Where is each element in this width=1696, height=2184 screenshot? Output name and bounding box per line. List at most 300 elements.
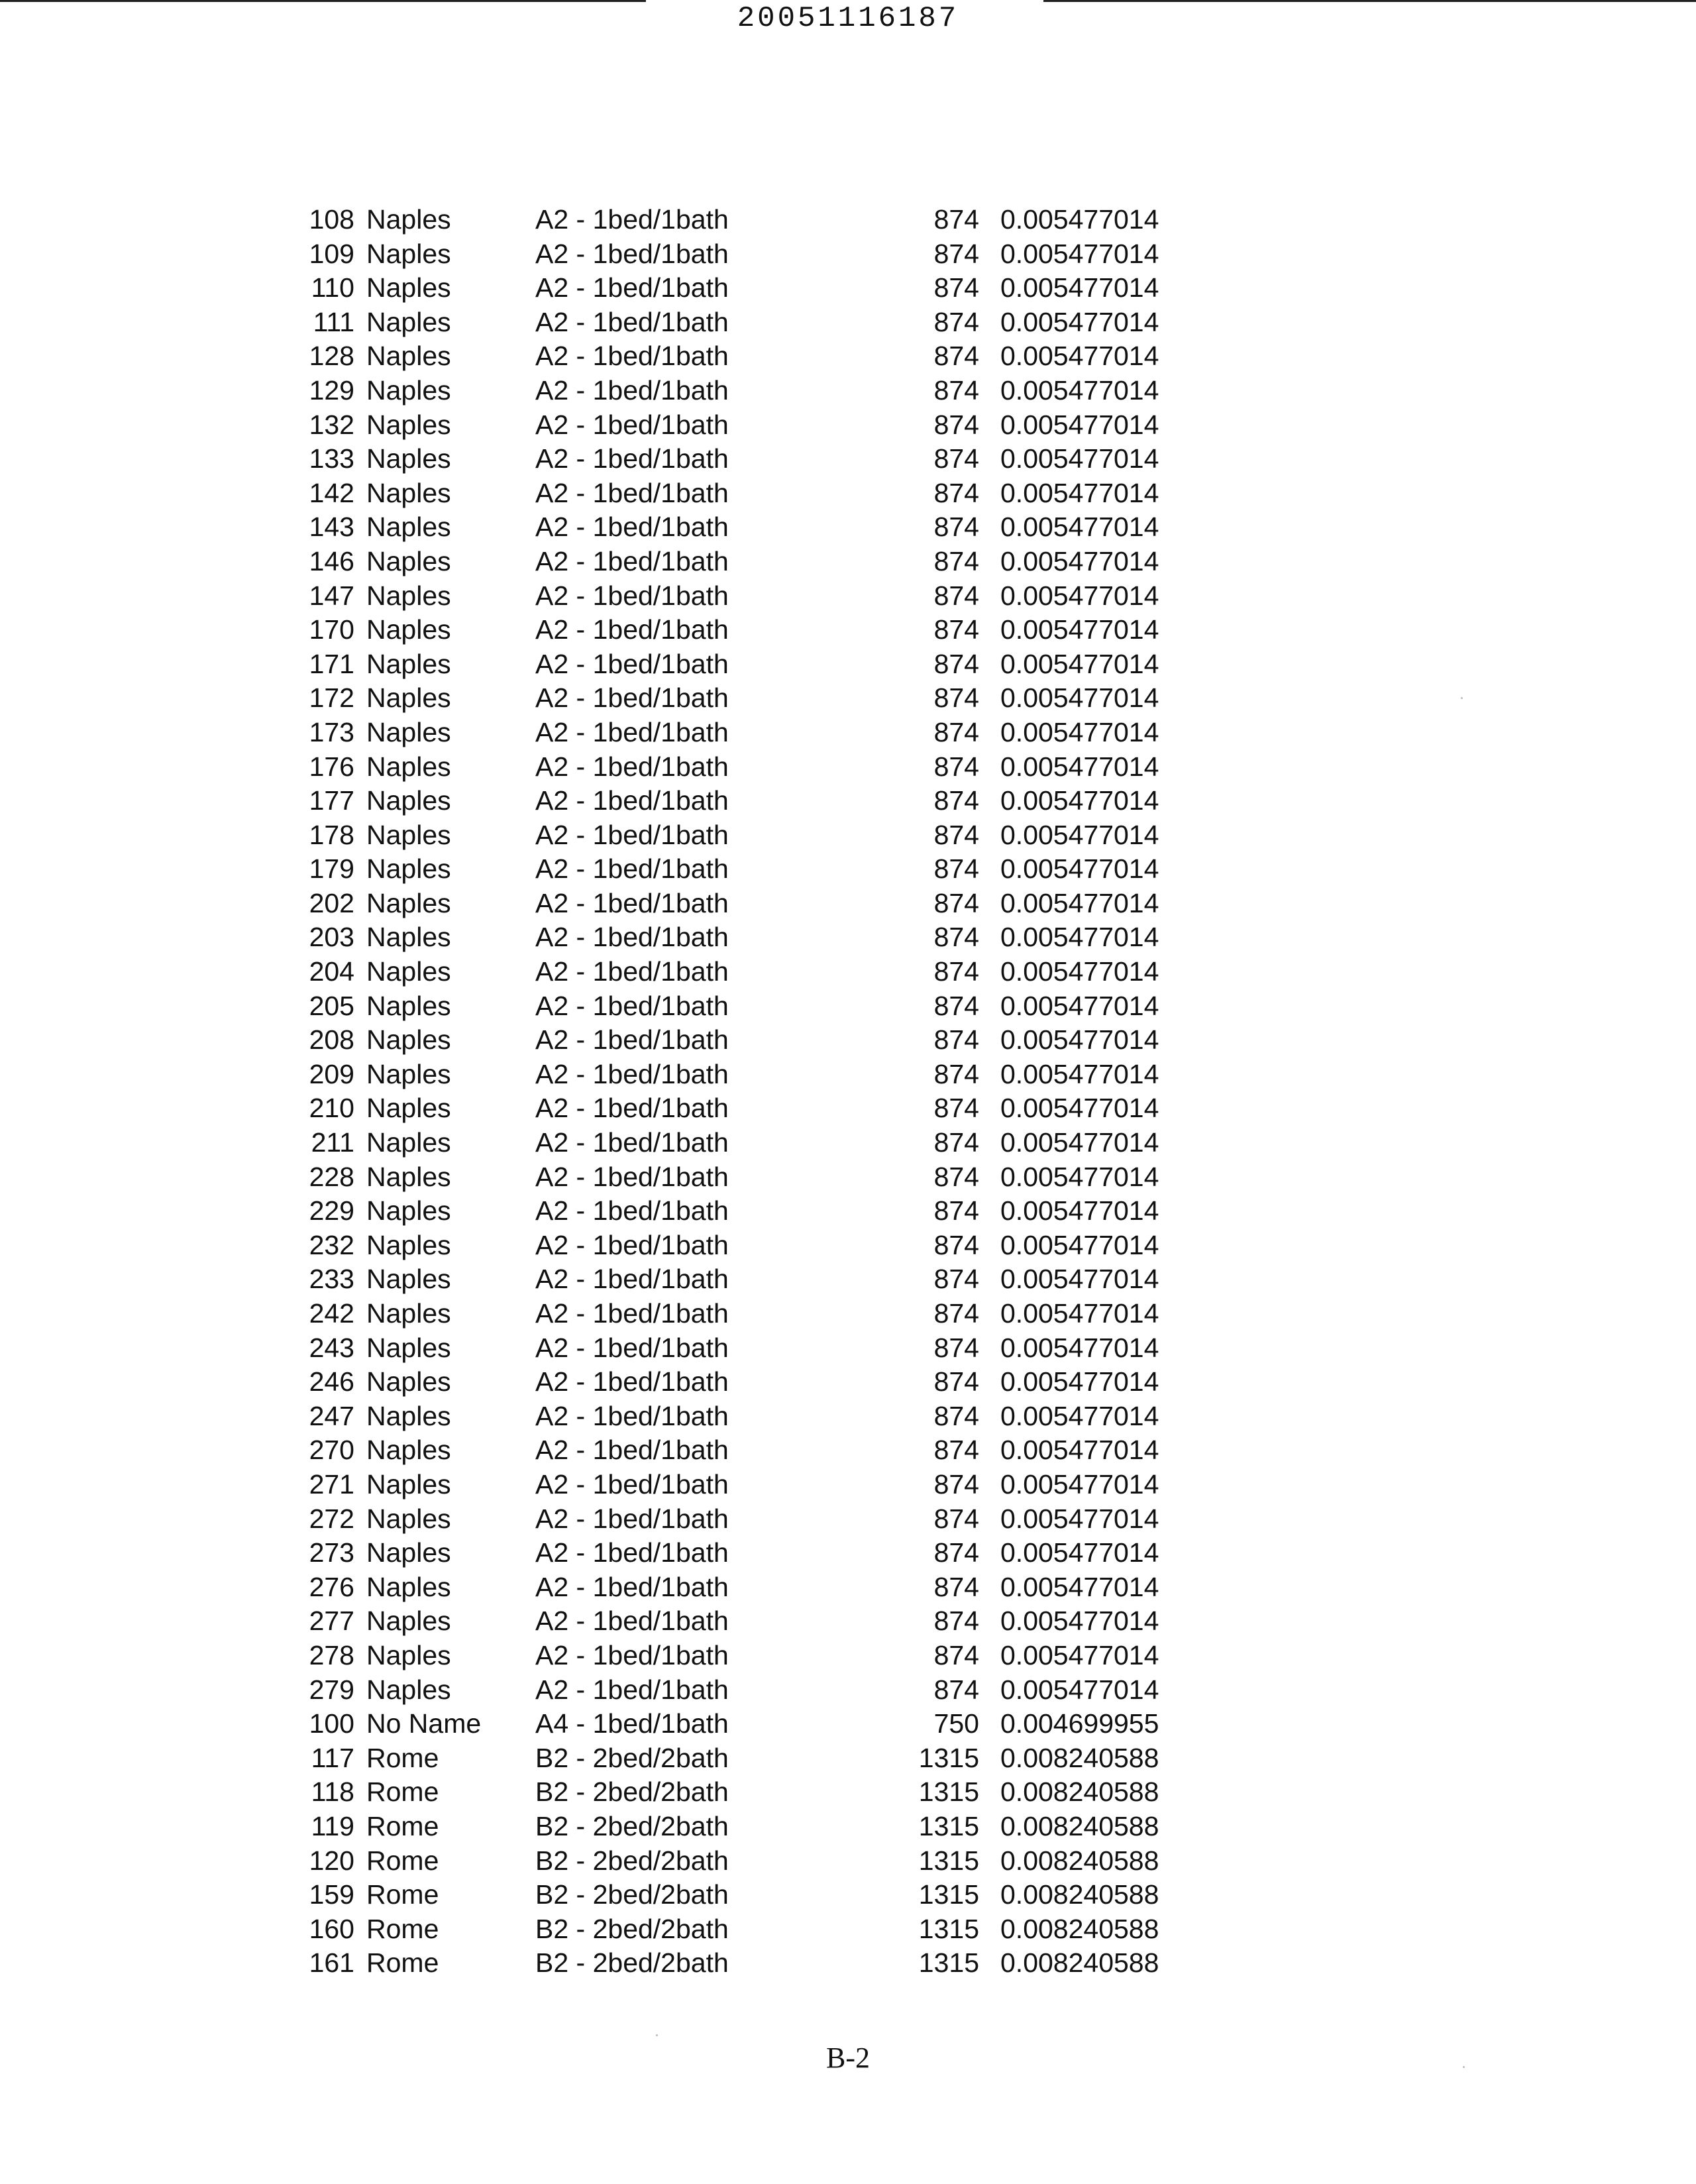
ownership-factor: 0.005477014 [1000, 1366, 1159, 1397]
unit-number: 119 [311, 1810, 354, 1841]
table-row [0, 1673, 1696, 1708]
unit-type: B2 - 2bed/2bath [535, 1913, 729, 1944]
unit-number: 177 [309, 785, 354, 816]
ownership-factor: 0.005477014 [1000, 1674, 1159, 1705]
unit-number: 204 [309, 956, 354, 987]
square-feet: 874 [933, 272, 979, 303]
unit-type: A4 - 1bed/1bath [535, 1708, 729, 1739]
ownership-factor: 0.005477014 [1000, 1606, 1159, 1637]
unit-number: 161 [309, 1947, 354, 1979]
unit-number: 209 [309, 1058, 354, 1089]
unit-number: 243 [309, 1332, 354, 1363]
square-feet: 874 [933, 785, 979, 816]
table-row [0, 203, 1696, 237]
building-name: Rome [366, 1742, 439, 1773]
ownership-factor: 0.005477014 [1000, 1400, 1159, 1431]
ownership-factor: 0.005477014 [1000, 1503, 1159, 1534]
building-name: Rome [366, 1879, 439, 1910]
table-row [0, 887, 1696, 921]
square-feet: 1315 [918, 1810, 979, 1841]
table-row [0, 613, 1696, 647]
ownership-factor: 0.005477014 [1000, 272, 1159, 303]
building-name: Rome [366, 1913, 439, 1944]
square-feet: 874 [933, 648, 979, 679]
square-feet: 874 [933, 1195, 979, 1227]
unit-type: A2 - 1bed/1bath [535, 819, 729, 850]
ownership-factor: 0.005477014 [1000, 306, 1159, 337]
unit-number: 233 [309, 1264, 354, 1295]
square-feet: 874 [933, 1468, 979, 1500]
ownership-factor: 0.005477014 [1000, 238, 1159, 269]
table-row [0, 818, 1696, 853]
building-name: Naples [366, 1332, 451, 1363]
unit-number: 247 [309, 1400, 354, 1431]
ownership-factor: 0.005477014 [1000, 1161, 1159, 1192]
unit-number: 109 [309, 238, 354, 269]
square-feet: 874 [933, 1400, 979, 1431]
ownership-factor: 0.005477014 [1000, 819, 1159, 850]
ownership-factor: 0.005477014 [1000, 1571, 1159, 1602]
unit-type: B2 - 2bed/2bath [535, 1879, 729, 1910]
unit-type: A2 - 1bed/1bath [535, 922, 729, 953]
unit-type: A2 - 1bed/1bath [535, 1571, 729, 1602]
unit-number: 276 [309, 1571, 354, 1602]
table-row [0, 408, 1696, 443]
unit-type: B2 - 2bed/2bath [535, 1947, 729, 1979]
table-row [0, 852, 1696, 887]
building-name: Naples [366, 682, 451, 714]
building-name: Naples [366, 374, 451, 406]
building-name: Rome [366, 1776, 439, 1808]
unit-type: A2 - 1bed/1bath [535, 204, 729, 235]
square-feet: 874 [933, 956, 979, 987]
building-name: Naples [366, 1537, 451, 1568]
unit-number: 232 [309, 1229, 354, 1260]
square-feet: 874 [933, 545, 979, 576]
unit-type: A2 - 1bed/1bath [535, 238, 729, 269]
unit-type: A2 - 1bed/1bath [535, 785, 729, 816]
table-row [0, 1741, 1696, 1776]
square-feet: 750 [933, 1708, 979, 1739]
square-feet: 1315 [918, 1845, 979, 1876]
ownership-factor: 0.005477014 [1000, 512, 1159, 543]
table-row [0, 1160, 1696, 1195]
table-row [0, 510, 1696, 545]
ownership-factor: 0.005477014 [1000, 374, 1159, 406]
square-feet: 874 [933, 1639, 979, 1670]
building-name: Naples [366, 1674, 451, 1705]
table-row [0, 1707, 1696, 1741]
table-row [0, 545, 1696, 579]
unit-type: B2 - 2bed/2bath [535, 1776, 729, 1808]
unit-number: 110 [311, 272, 354, 303]
ownership-factor: 0.005477014 [1000, 1229, 1159, 1260]
building-name: Naples [366, 614, 451, 645]
square-feet: 874 [933, 819, 979, 850]
ownership-factor: 0.004699955 [1000, 1708, 1159, 1739]
square-feet: 874 [933, 1503, 979, 1534]
ownership-factor: 0.005477014 [1000, 409, 1159, 440]
unit-number: 108 [309, 204, 354, 235]
square-feet: 1315 [918, 1776, 979, 1808]
unit-type: A2 - 1bed/1bath [535, 1435, 729, 1466]
square-feet: 874 [933, 1024, 979, 1056]
building-name: Naples [366, 272, 451, 303]
table-row [0, 1331, 1696, 1366]
unit-type: A2 - 1bed/1bath [535, 614, 729, 645]
table-row [0, 1297, 1696, 1331]
table-row [0, 442, 1696, 476]
building-name: Naples [366, 785, 451, 816]
unit-number: 160 [309, 1913, 354, 1944]
table-row [0, 1570, 1696, 1605]
square-feet: 874 [933, 853, 979, 885]
ownership-factor: 0.005477014 [1000, 1332, 1159, 1363]
ownership-factor: 0.005477014 [1000, 545, 1159, 576]
ownership-factor: 0.008240588 [1000, 1913, 1159, 1944]
unit-type: A2 - 1bed/1bath [535, 682, 729, 714]
square-feet: 874 [933, 443, 979, 474]
unit-type: A2 - 1bed/1bath [535, 1058, 729, 1089]
square-feet: 874 [933, 1298, 979, 1329]
unit-type: A2 - 1bed/1bath [535, 409, 729, 440]
unit-type: A2 - 1bed/1bath [535, 1024, 729, 1056]
building-name: Naples [366, 1195, 451, 1227]
building-name: Naples [366, 238, 451, 269]
table-row [0, 1604, 1696, 1639]
square-feet: 874 [933, 580, 979, 611]
unit-number: 246 [309, 1366, 354, 1397]
square-feet: 874 [933, 1674, 979, 1705]
unit-number: 120 [309, 1845, 354, 1876]
unit-number: 178 [309, 819, 354, 850]
table-row [0, 681, 1696, 716]
unit-type: A2 - 1bed/1bath [535, 580, 729, 611]
building-name: Naples [366, 204, 451, 235]
unit-type: A2 - 1bed/1bath [535, 1468, 729, 1500]
table-row [0, 716, 1696, 750]
unit-type: A2 - 1bed/1bath [535, 1161, 729, 1192]
unit-type: A2 - 1bed/1bath [535, 1127, 729, 1158]
building-name: Naples [366, 1571, 451, 1602]
building-name: Naples [366, 1639, 451, 1670]
square-feet: 874 [933, 990, 979, 1021]
table-row [0, 1058, 1696, 1092]
unit-type: A2 - 1bed/1bath [535, 374, 729, 406]
table-row [0, 237, 1696, 272]
unit-type: A2 - 1bed/1bath [535, 1229, 729, 1260]
building-name: Naples [366, 887, 451, 918]
ownership-factor: 0.008240588 [1000, 1947, 1159, 1979]
table-row [0, 1365, 1696, 1399]
table-row [0, 1946, 1696, 1981]
unit-number: 159 [309, 1879, 354, 1910]
square-feet: 874 [933, 1606, 979, 1637]
unit-number: 173 [309, 716, 354, 747]
table-row [0, 1536, 1696, 1570]
building-name: Naples [366, 1161, 451, 1192]
unit-type: A2 - 1bed/1bath [535, 1400, 729, 1431]
unit-number: 208 [309, 1024, 354, 1056]
building-name: Naples [366, 751, 451, 782]
ownership-factor: 0.005477014 [1000, 341, 1159, 372]
ownership-factor: 0.005477014 [1000, 956, 1159, 987]
ownership-factor: 0.008240588 [1000, 1810, 1159, 1841]
ownership-factor: 0.005477014 [1000, 1298, 1159, 1329]
unit-type: A2 - 1bed/1bath [535, 716, 729, 747]
unit-type: A2 - 1bed/1bath [535, 443, 729, 474]
table-row [0, 989, 1696, 1024]
table-row [0, 955, 1696, 989]
ownership-factor: 0.005477014 [1000, 1435, 1159, 1466]
building-name: Naples [366, 306, 451, 337]
unit-number: 179 [309, 853, 354, 885]
unit-number: 117 [311, 1742, 354, 1773]
building-name: Naples [366, 1503, 451, 1534]
unit-type: A2 - 1bed/1bath [535, 751, 729, 782]
building-name: Naples [366, 1127, 451, 1158]
unit-type: B2 - 2bed/2bath [535, 1810, 729, 1841]
unit-number: 205 [309, 990, 354, 1021]
unit-number: 128 [309, 341, 354, 372]
document-number: 20051116187 [737, 2, 959, 35]
unit-number: 202 [309, 887, 354, 918]
unit-number: 100 [309, 1708, 354, 1739]
unit-number: 271 [309, 1468, 354, 1500]
unit-type: B2 - 2bed/2bath [535, 1742, 729, 1773]
ownership-factor: 0.005477014 [1000, 887, 1159, 918]
table-row [0, 920, 1696, 955]
building-name: Naples [366, 1024, 451, 1056]
unit-type: A2 - 1bed/1bath [535, 648, 729, 679]
ownership-factor: 0.008240588 [1000, 1845, 1159, 1876]
building-name: Naples [366, 990, 451, 1021]
unit-number: 132 [309, 409, 354, 440]
unit-type: A2 - 1bed/1bath [535, 545, 729, 576]
unit-number: 176 [309, 751, 354, 782]
building-name: Naples [366, 1058, 451, 1089]
unit-number: 270 [309, 1435, 354, 1466]
building-name: Naples [366, 512, 451, 543]
unit-number: 210 [309, 1093, 354, 1124]
square-feet: 874 [933, 1435, 979, 1466]
unit-table [0, 203, 1696, 1981]
unit-type: A2 - 1bed/1bath [535, 1503, 729, 1534]
building-name: Naples [366, 1366, 451, 1397]
unit-type: A2 - 1bed/1bath [535, 1674, 729, 1705]
table-row [0, 1502, 1696, 1537]
building-name: Naples [366, 409, 451, 440]
table-row [0, 1262, 1696, 1297]
building-name: Rome [366, 1810, 439, 1841]
ownership-factor: 0.005477014 [1000, 751, 1159, 782]
unit-number: 111 [313, 306, 354, 337]
unit-type: A2 - 1bed/1bath [535, 1606, 729, 1637]
table-row [0, 1194, 1696, 1228]
square-feet: 874 [933, 922, 979, 953]
building-name: Naples [366, 1400, 451, 1431]
square-feet: 874 [933, 409, 979, 440]
building-name: Naples [366, 853, 451, 885]
unit-number: 143 [309, 512, 354, 543]
unit-number: 133 [309, 443, 354, 474]
table-row [0, 1468, 1696, 1502]
table-row [0, 374, 1696, 408]
building-name: Naples [366, 477, 451, 508]
ownership-factor: 0.005477014 [1000, 1537, 1159, 1568]
square-feet: 1315 [918, 1913, 979, 1944]
unit-number: 142 [309, 477, 354, 508]
ownership-factor: 0.005477014 [1000, 204, 1159, 235]
ownership-factor: 0.008240588 [1000, 1879, 1159, 1910]
unit-number: 172 [309, 682, 354, 714]
ownership-factor: 0.005477014 [1000, 1093, 1159, 1124]
table-row [0, 784, 1696, 818]
table-row [0, 339, 1696, 374]
scan-speck [1463, 2066, 1465, 2068]
building-name: Naples [366, 648, 451, 679]
ownership-factor: 0.005477014 [1000, 1264, 1159, 1295]
unit-type: A2 - 1bed/1bath [535, 1366, 729, 1397]
unit-type: A2 - 1bed/1bath [535, 1195, 729, 1227]
building-name: Naples [366, 1093, 451, 1124]
building-name: Naples [366, 922, 451, 953]
unit-type: A2 - 1bed/1bath [535, 512, 729, 543]
table-row [0, 271, 1696, 305]
square-feet: 874 [933, 1537, 979, 1568]
square-feet: 874 [933, 512, 979, 543]
unit-number: 277 [309, 1606, 354, 1637]
unit-type: B2 - 2bed/2bath [535, 1845, 729, 1876]
square-feet: 874 [933, 1058, 979, 1089]
table-row [0, 1878, 1696, 1912]
square-feet: 874 [933, 887, 979, 918]
square-feet: 874 [933, 306, 979, 337]
square-feet: 874 [933, 238, 979, 269]
table-row [0, 1126, 1696, 1160]
unit-number: 273 [309, 1537, 354, 1568]
unit-number: 211 [311, 1127, 354, 1158]
unit-number: 146 [309, 545, 354, 576]
unit-number: 171 [309, 648, 354, 679]
page-number: B-2 [826, 2042, 870, 2074]
unit-type: A2 - 1bed/1bath [535, 1332, 729, 1363]
unit-number: 272 [309, 1503, 354, 1534]
table-row [0, 1023, 1696, 1058]
unit-type: A2 - 1bed/1bath [535, 1537, 729, 1568]
square-feet: 874 [933, 1229, 979, 1260]
ownership-factor: 0.005477014 [1000, 716, 1159, 747]
ownership-factor: 0.005477014 [1000, 580, 1159, 611]
square-feet: 1315 [918, 1947, 979, 1979]
square-feet: 874 [933, 1332, 979, 1363]
square-feet: 1315 [918, 1742, 979, 1773]
unit-number: 278 [309, 1639, 354, 1670]
square-feet: 874 [933, 1161, 979, 1192]
building-name: Naples [366, 716, 451, 747]
table-row [0, 305, 1696, 340]
ownership-factor: 0.005477014 [1000, 785, 1159, 816]
square-feet: 874 [933, 614, 979, 645]
ownership-factor: 0.005477014 [1000, 1058, 1159, 1089]
square-feet: 874 [933, 682, 979, 714]
ownership-factor: 0.005477014 [1000, 1024, 1159, 1056]
scan-speck [656, 2034, 658, 2036]
ownership-factor: 0.005477014 [1000, 853, 1159, 885]
unit-number: 129 [309, 374, 354, 406]
table-row [0, 1775, 1696, 1810]
building-name: Naples [366, 1606, 451, 1637]
building-name: Naples [366, 341, 451, 372]
unit-type: A2 - 1bed/1bath [535, 1093, 729, 1124]
square-feet: 874 [933, 341, 979, 372]
table-row [0, 476, 1696, 511]
table-row [0, 647, 1696, 682]
ownership-factor: 0.005477014 [1000, 1639, 1159, 1670]
table-row [0, 1228, 1696, 1263]
table-row [0, 579, 1696, 614]
ownership-factor: 0.005477014 [1000, 682, 1159, 714]
square-feet: 874 [933, 1571, 979, 1602]
ownership-factor: 0.005477014 [1000, 1195, 1159, 1227]
unit-number: 228 [309, 1161, 354, 1192]
table-row [0, 750, 1696, 785]
square-feet: 874 [933, 1366, 979, 1397]
building-name: Naples [366, 1229, 451, 1260]
square-feet: 874 [933, 204, 979, 235]
building-name: Naples [366, 1264, 451, 1295]
table-row [0, 1844, 1696, 1879]
unit-type: A2 - 1bed/1bath [535, 306, 729, 337]
ownership-factor: 0.005477014 [1000, 922, 1159, 953]
unit-type: A2 - 1bed/1bath [535, 1264, 729, 1295]
ownership-factor: 0.008240588 [1000, 1742, 1159, 1773]
table-row [0, 1810, 1696, 1844]
ownership-factor: 0.005477014 [1000, 477, 1159, 508]
building-name: Rome [366, 1947, 439, 1979]
unit-type: A2 - 1bed/1bath [535, 272, 729, 303]
unit-type: A2 - 1bed/1bath [535, 887, 729, 918]
table-row [0, 1912, 1696, 1947]
building-name: Naples [366, 580, 451, 611]
building-name: Naples [366, 443, 451, 474]
unit-number: 147 [309, 580, 354, 611]
square-feet: 1315 [918, 1879, 979, 1910]
scan-speck [1461, 697, 1463, 699]
building-name: Naples [366, 545, 451, 576]
building-name: Naples [366, 956, 451, 987]
ownership-factor: 0.005477014 [1000, 990, 1159, 1021]
unit-number: 279 [309, 1674, 354, 1705]
unit-type: A2 - 1bed/1bath [535, 1639, 729, 1670]
building-name: Naples [366, 1298, 451, 1329]
ownership-factor: 0.005477014 [1000, 614, 1159, 645]
unit-number: 203 [309, 922, 354, 953]
building-name: Naples [366, 1468, 451, 1500]
building-name: No Name [366, 1708, 482, 1739]
square-feet: 874 [933, 477, 979, 508]
building-name: Naples [366, 819, 451, 850]
table-row [0, 1091, 1696, 1126]
unit-type: A2 - 1bed/1bath [535, 341, 729, 372]
square-feet: 874 [933, 1264, 979, 1295]
square-feet: 874 [933, 716, 979, 747]
square-feet: 874 [933, 1127, 979, 1158]
building-name: Rome [366, 1845, 439, 1876]
ownership-factor: 0.005477014 [1000, 1127, 1159, 1158]
unit-type: A2 - 1bed/1bath [535, 990, 729, 1021]
unit-number: 170 [309, 614, 354, 645]
